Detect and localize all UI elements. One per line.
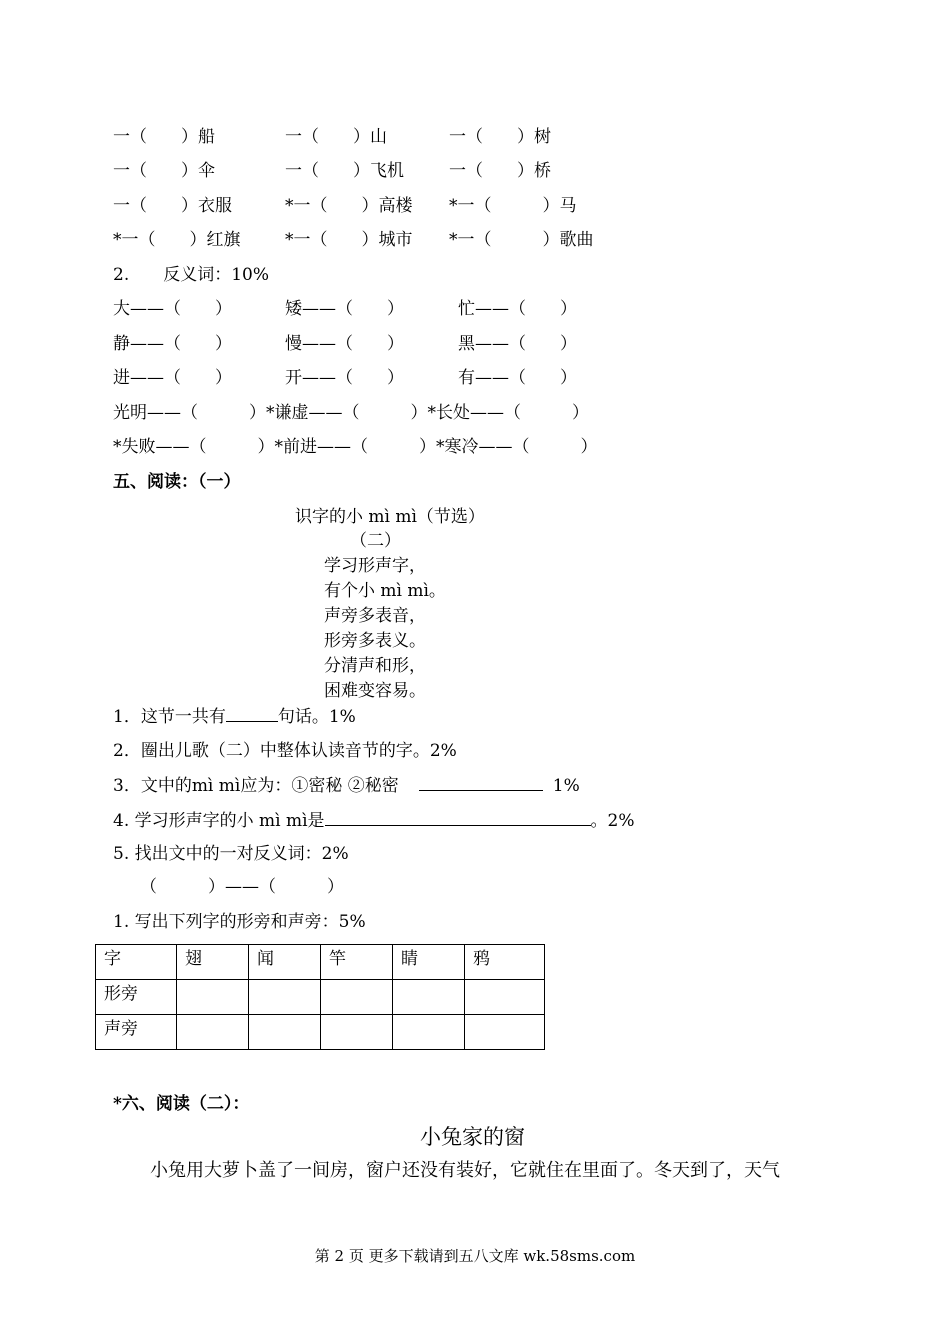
table-header-cell: 竿 [321,945,393,980]
answer-cell[interactable] [249,1015,321,1050]
question-1-suffix: 句话。1% [277,707,356,727]
reading1-heading: 五、阅读：（一） [113,472,241,492]
measure-word-1-1: 一（ ）船 [113,127,215,147]
poem-subtitle: （二） [350,531,401,551]
table-row [96,980,545,1015]
measure-word-1-3: 一（ ）树 [449,127,551,147]
antonym-1-1: 大——（ ） [113,299,232,319]
antonym-2-1: 静——（ ） [113,334,232,354]
answer-blank[interactable] [325,809,591,826]
answer-cell[interactable] [249,980,321,1015]
antonym-long-row-2: *失败——（ ）*前进——（ ）*寒冷——（ ） [113,437,598,457]
measure-word-4-3: *一（ ）歌曲 [449,230,594,250]
radical-table [95,944,545,1050]
answer-cell[interactable] [177,980,249,1015]
answer-cell[interactable] [465,1015,545,1050]
poem-line-3: 声旁多表音， [324,606,426,626]
table-header-cell: 睛 [393,945,465,980]
question-2: 2．圈出儿歌（二）中整体认读音节的字。2% [113,741,457,761]
antonym-long-row-1: 光明——（ ）*谦虚——（ ）*长处——（ ） [113,403,589,423]
reading2-heading: *六、阅读（二）： [113,1094,250,1114]
antonym-2-3: 黑——（ ） [458,334,577,354]
question-5-blanks: （ ）——（ ） [140,877,344,897]
antonym-3-3: 有——（ ） [458,368,577,388]
answer-cell[interactable] [393,1015,465,1050]
measure-word-3-1: 一（ ）衣服 [113,196,232,216]
poem-line-1: 学习形声字， [324,556,426,576]
table-row [96,1015,545,1050]
measure-word-2-2: 一（ ）飞机 [285,161,404,181]
answer-blank[interactable] [419,774,543,791]
question-4 [113,809,635,832]
answer-cell[interactable] [321,980,393,1015]
question-3 [113,774,580,797]
antonym-1-2: 矮——（ ） [285,299,404,319]
table-row-label: 声旁 [96,1015,177,1050]
question-1 [113,705,356,728]
measure-word-2-1: 一（ ）伞 [113,161,215,181]
question-3-suffix: 1% [552,776,580,796]
question-4-suffix: 。2% [590,811,635,831]
measure-word-2-3: 一（ ）桥 [449,161,551,181]
page-footer: 第 2 页 更多下载请到五八文库 wk.58sms.com [314,1247,636,1265]
question-5: 5. 找出文中的一对反义词：2% [113,844,349,864]
antonyms-heading: 2. 反义词：10% [113,265,270,285]
question-1-text: 1．这节一共有 [113,707,226,727]
measure-word-3-3: *一（ ）马 [449,196,577,216]
antonym-3-2: 开——（ ） [285,368,404,388]
table-header-cell: 闻 [249,945,321,980]
antonym-3-1: 进——（ ） [113,368,232,388]
table-header-cell: 翅 [177,945,249,980]
antonym-2-2: 慢——（ ） [285,334,404,354]
table-row-label: 形旁 [96,980,177,1015]
table-row [96,945,545,980]
question-3-text: 3．文中的mì mì应为：①密秘 ②秘密 [113,776,399,796]
answer-blank[interactable] [226,705,278,722]
story-paragraph: 小兔用大萝卜盖了一间房，窗户还没有装好，它就住在里面了。冬天到了，天气 [150,1160,780,1181]
measure-word-4-1: *一（ ）红旗 [113,230,241,250]
table-header-cell: 字 [96,945,177,980]
answer-cell[interactable] [321,1015,393,1050]
question-4-text: 4. 学习形声字的小 mì mì是 [113,811,325,831]
answer-cell[interactable] [177,1015,249,1050]
measure-word-4-2: *一（ ）城市 [285,230,413,250]
question-6: 1. 写出下列字的形旁和声旁：5% [113,912,366,932]
poem-line-5: 分清声和形， [324,656,426,676]
poem-line-4: 形旁多表义。 [324,631,426,651]
answer-cell[interactable] [465,980,545,1015]
antonym-1-3: 忙——（ ） [458,299,577,319]
table-header-cell: 鸦 [465,945,545,980]
answer-cell[interactable] [393,980,465,1015]
story-title: 小兔家的窗 [420,1125,525,1149]
poem-line-2: 有个小 mì mì。 [324,581,446,601]
measure-word-3-2: *一（ ）高楼 [285,196,413,216]
poem-line-6: 困难变容易。 [324,681,426,701]
measure-word-1-2: 一（ ）山 [285,127,387,147]
poem-title: 识字的小 mì mì（节选） [295,507,485,527]
